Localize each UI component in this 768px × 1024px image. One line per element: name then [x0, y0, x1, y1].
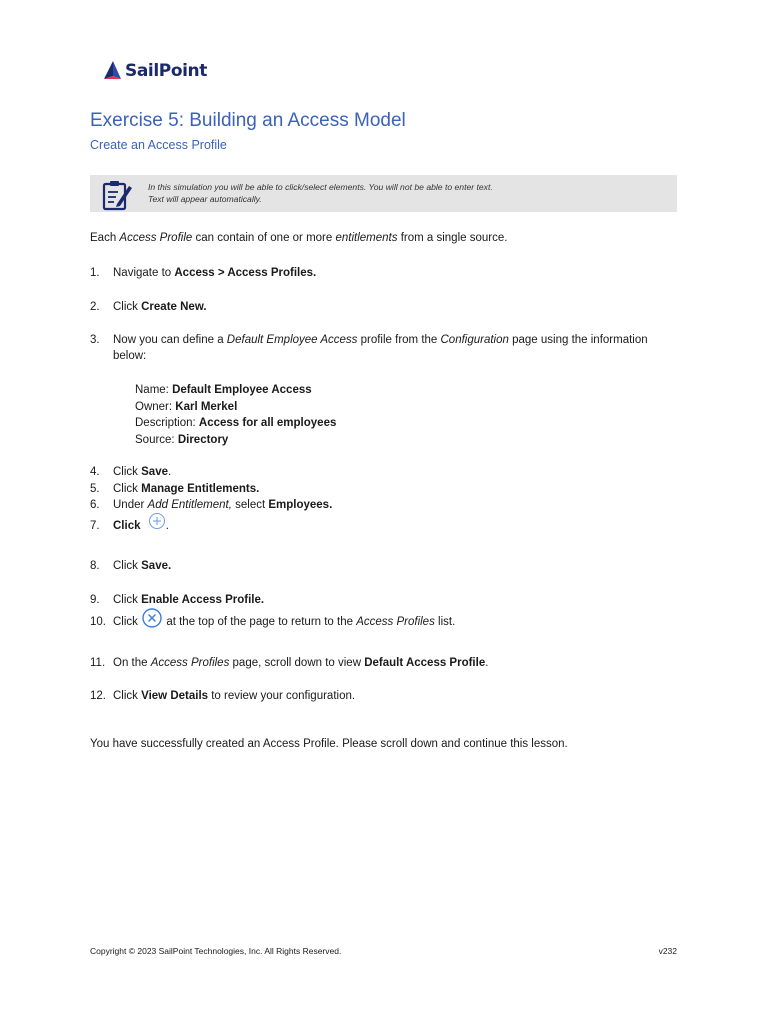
step-4: 4. Click Save.	[90, 466, 172, 478]
simulation-notice	[90, 175, 677, 212]
close-circle-icon[interactable]	[141, 607, 163, 629]
plus-circle-icon[interactable]	[148, 512, 166, 530]
step-1: 1. Navigate to Access > Access Profiles.	[90, 267, 317, 279]
step-6: 6. Under Add Entitlement, select Employees.	[90, 499, 333, 511]
detail-name: Name: Default Employee Access	[135, 384, 312, 396]
step-8: 8. Click Save.	[90, 560, 172, 572]
footer-version: v232	[658, 946, 677, 956]
sailpoint-logo	[101, 58, 207, 84]
step-9: 9. Click Enable Access Profile.	[90, 594, 265, 606]
detail-source: Source: Directory	[135, 433, 229, 446]
step-2: 2. Click Create New.	[90, 301, 207, 313]
notice-line-2: Text will appear automatically.	[148, 194, 262, 204]
step-5: 5. Click Manage Entitlements.	[90, 483, 260, 495]
step-3: 3. Now you can define a Default Employee Access profile from the Configuration page using the information below:	[90, 334, 648, 362]
step-10: 10. Click at the top of the page to return to the Access Profiles list.	[90, 614, 455, 630]
closing-paragraph: You have successfully created an Access Profile. Please scroll down and continue this lesson.	[90, 738, 568, 750]
footer-copyright: Copyright © 2023 SailPoint Technologies, Inc. All Rights Reserved.	[90, 946, 342, 956]
page-title: Exercise 5: Building an Access Model	[90, 110, 406, 131]
page-subtitle: Create an Access Profile	[90, 138, 227, 152]
logo-wordmark: SailPoint	[125, 61, 207, 81]
profile-details	[135, 382, 336, 448]
sailpoint-logo-icon	[101, 60, 123, 82]
detail-owner: Owner: Karl Merkel	[135, 400, 238, 413]
step-7: 7. Click .	[90, 518, 169, 534]
notice-line-1: In this simulation you will be able to click/select elements. You will not be able to enter text.	[148, 182, 493, 192]
notice-text	[148, 181, 493, 205]
step-12: 12. Click View Details to review your configuration.	[90, 690, 356, 702]
intro-paragraph: Each Access Profile can contain of one or more entitlements from a single source.	[90, 232, 508, 244]
step-11: 11. On the Access Profiles page, scroll down to view Default Access Profile.	[90, 657, 489, 669]
clipboard-pencil-icon	[100, 177, 134, 211]
detail-description: Description: Access for all employees	[135, 417, 337, 429]
